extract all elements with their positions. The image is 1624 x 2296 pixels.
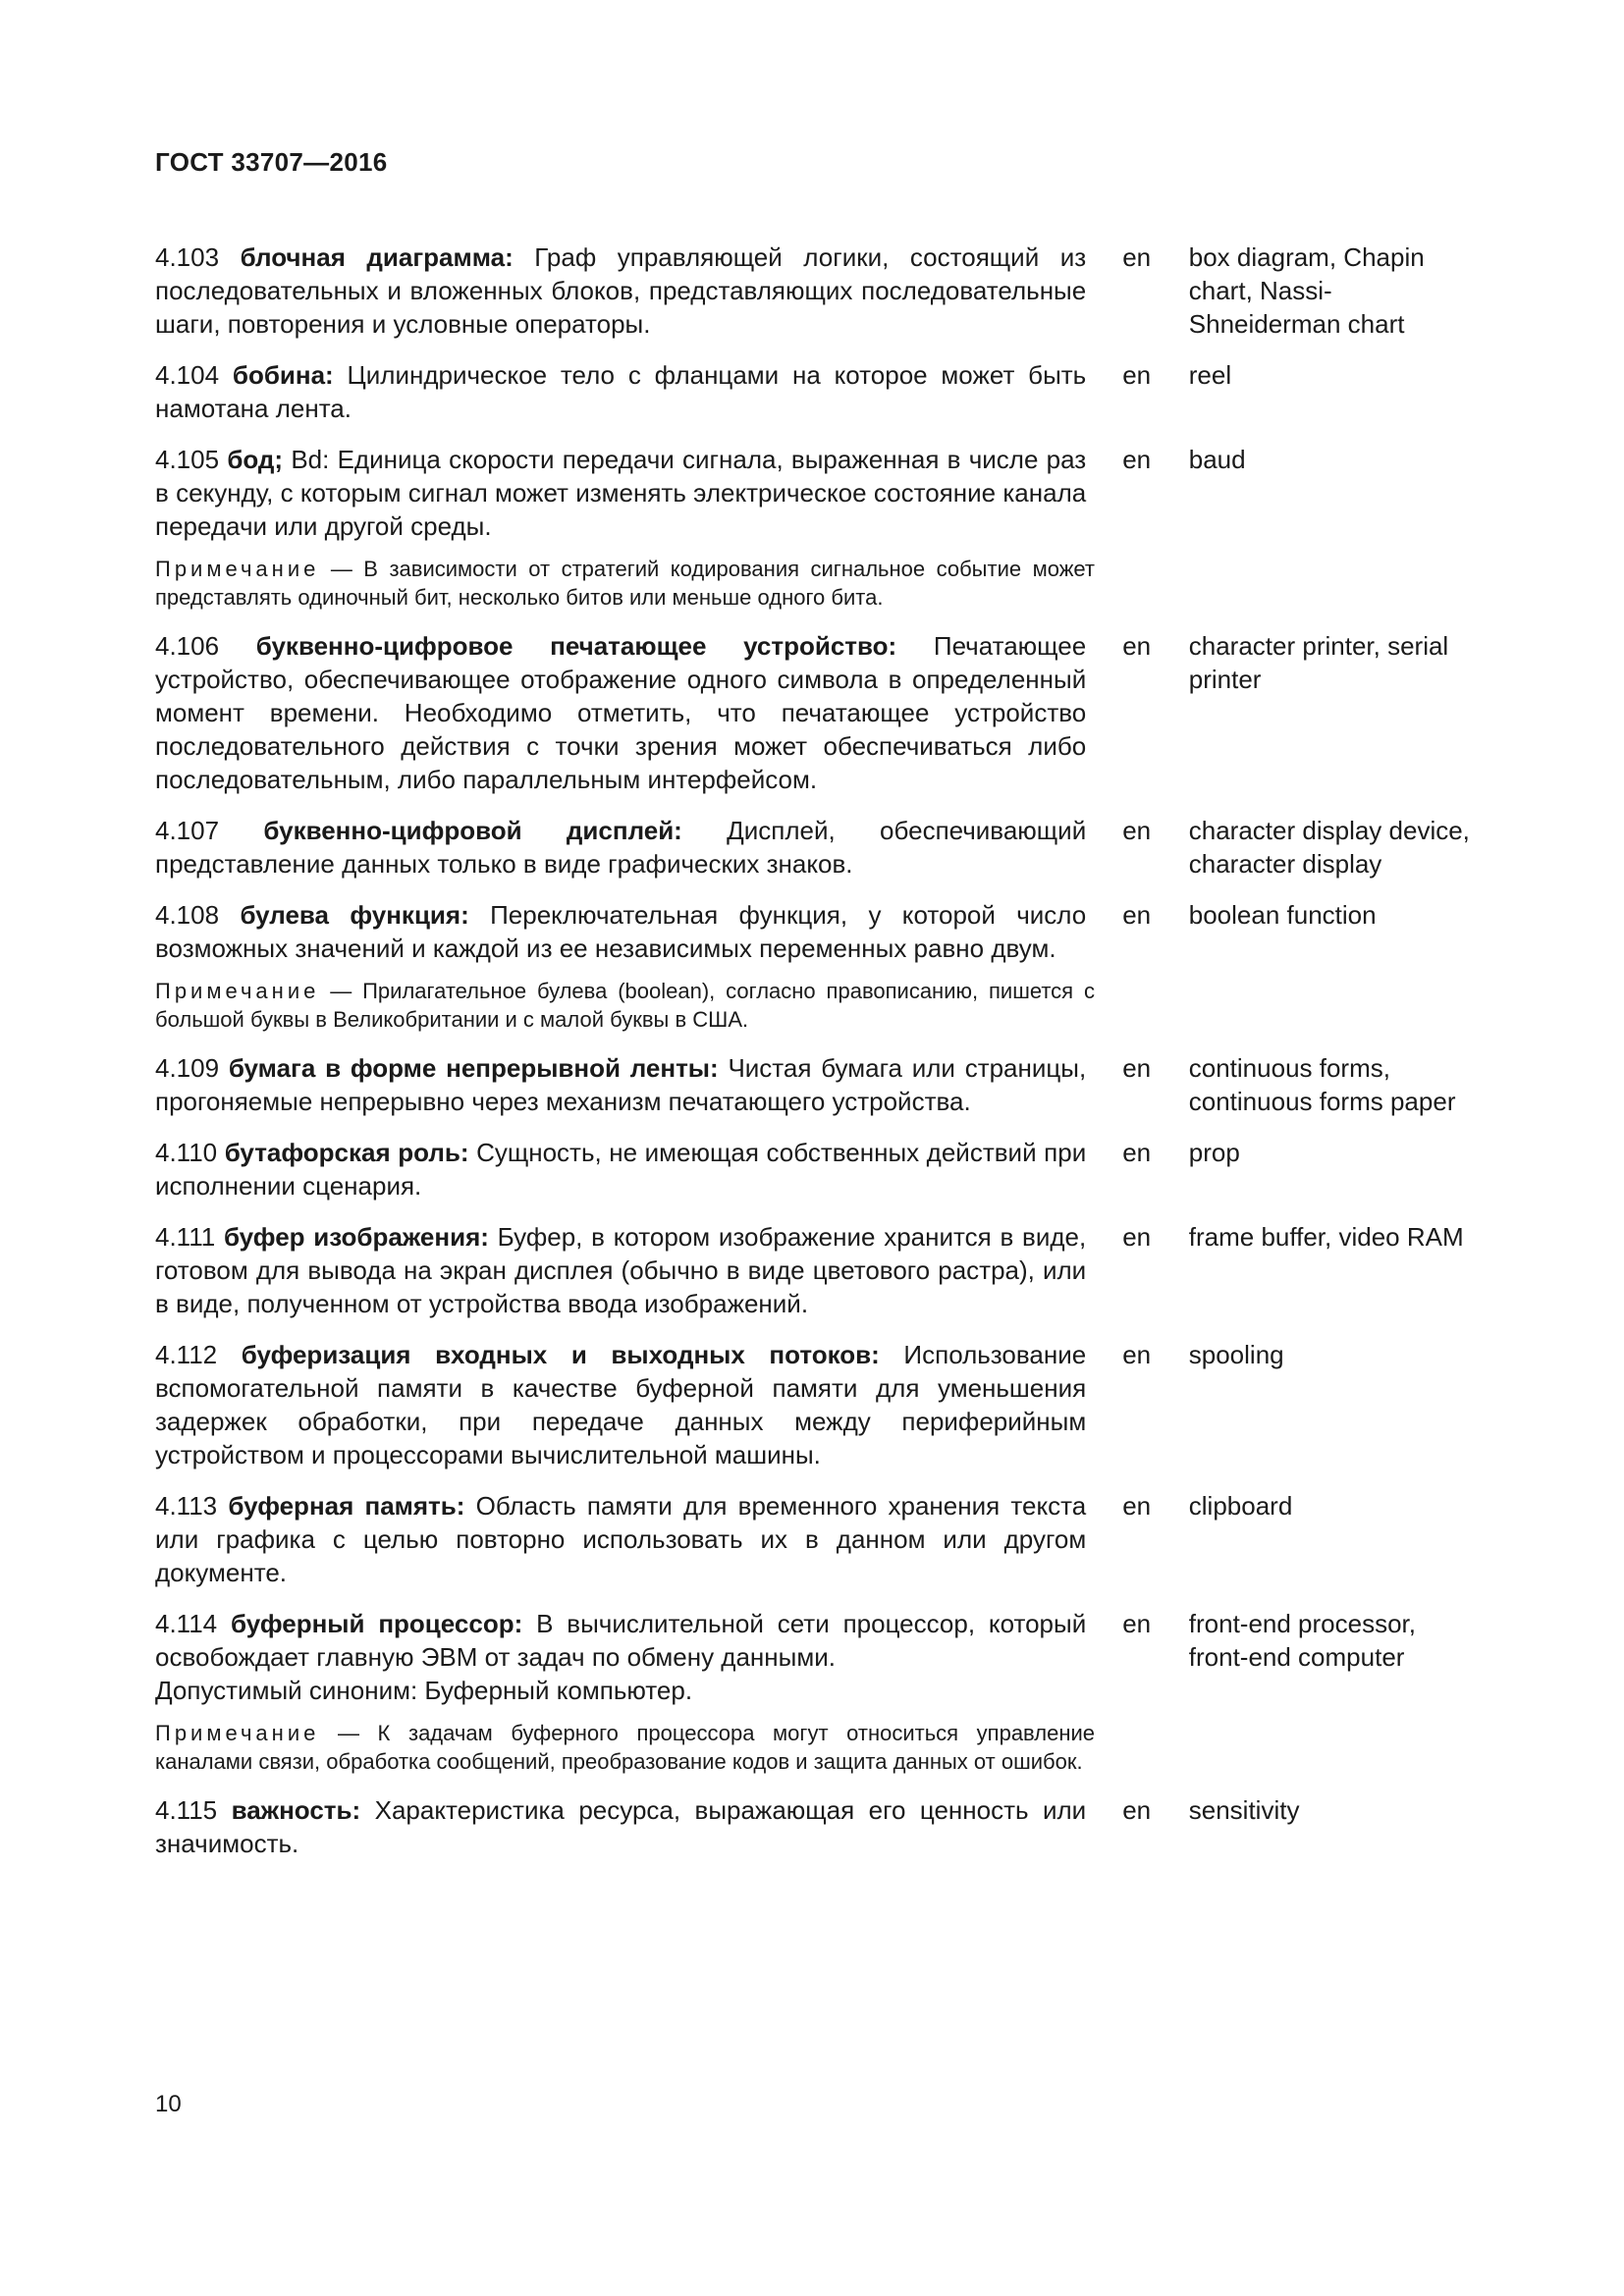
entry-definition-text: Буфер, в котором изображение хранится в виде, готовом для вывода на экран дисплея (обычно в виде цветового растра), или в виде, полученном от устройства ввода изображений. [155,1222,1087,1318]
entry-lang: en [1122,900,1152,930]
entry-lang: en [1122,360,1152,390]
entry-definition [155,358,1086,425]
entry-definition-text: Цилиндрическое тело с фланцами на которое может быть намотана лента. [155,360,1087,423]
entry-number: 4.115 [155,1795,218,1825]
note-label: Примечание [155,979,320,1003]
entry-number: 4.106 [155,631,220,661]
entry-english-term: spooling [1188,1340,1284,1369]
entry-english-term: frame buffer, video RAM [1188,1222,1464,1252]
entry-term: бумага в форме непрерывной ленты: [228,1053,719,1083]
entry-lang: en [1122,1138,1152,1167]
entry-definition-text: Характеристика ресурса, выражающая его ценность или значимость. [155,1795,1087,1858]
term-entry [155,1338,1481,1471]
entry-english-term: continuous forms, continuous forms paper [1188,1053,1456,1116]
term-entry [155,1136,1481,1202]
term-entry [155,814,1481,881]
entry-term: буфер изображения: [223,1222,489,1252]
note-text: — В зависимости от стратегий кодирования сигнальное событие может представлять одиночный бит, несколько битов или меньше одного бита. [155,557,1095,610]
entry-number: 4.112 [155,1340,218,1369]
entry-definition [155,898,1086,965]
entry-synonym: Допустимый синоним: Буферный компьютер. [155,1676,693,1705]
entry-english-term: sensitivity [1188,1795,1300,1825]
term-entry [155,443,1481,543]
term-entry [155,629,1481,796]
entry-definition-text: Переключательная функция, у которой число возможных значений и каждой из ее независимых переменных равно двум. [155,900,1087,963]
term-entry [155,1051,1481,1118]
entry-definition [155,1338,1086,1471]
entry-term: буквенно-цифровой дисплей: [263,816,682,845]
entry-lang: en [1122,242,1152,272]
entry-english-term: box diagram, Chapin chart, Nassi-Shneiderman chart [1188,242,1425,339]
entry-definition [155,1220,1086,1320]
entry-definition [155,443,1086,543]
note-label: Примечание [155,1721,320,1745]
entry-definition-text: Печатающее устройство, обеспечивающее отображение одного символа в определенный момент времени. Необходимо отметить, что печатающее устройство последовательного действия с точки зрения может обеспечиваться либо последовательным, либо параллельным интерфейсом. [155,631,1087,794]
entry-definition [155,240,1086,341]
entry-english-term: boolean function [1188,900,1377,930]
entry-definition [155,1489,1086,1589]
entry-number: 4.110 [155,1138,218,1167]
entry-lang: en [1122,1222,1152,1252]
entry-lang: en [1122,1795,1152,1825]
entry-number: 4.103 [155,242,220,272]
entry-definition-text: Область памяти для временного хранения текста или графика с целью повторно использовать их в данном или другом документе. [155,1491,1087,1587]
entry-definition-text: В вычислительной сети процессор, который освобождает главную ЭВМ от задач по обмену данными. [155,1609,1087,1672]
entry-definition [155,814,1086,881]
term-entry [155,1793,1481,1860]
entry-definition [155,1607,1086,1707]
entry-english-term: character display device, character display [1188,816,1470,879]
entry-number: 4.104 [155,360,220,390]
entry-lang: en [1122,1340,1152,1369]
entry-definition [155,1136,1086,1202]
entry-definition-text: Сущность, не имеющая собственных действий при исполнении сценария. [155,1138,1087,1201]
term-entry [155,1607,1481,1707]
entry-definition-text: Чистая бумага или страницы, прогоняемые непрерывно через механизм печатающего устройства. [155,1053,1087,1116]
document-header: ГОСТ 33707—2016 [155,147,388,177]
entry-number: 4.114 [155,1609,218,1638]
note-text: — Прилагательное булева (boolean), согласно правописанию, пишется с большой буквы в Великобритании и с малой буквы в США. [155,979,1095,1032]
entry-definition [155,1051,1086,1118]
entry-term: булева функция: [240,900,469,930]
entry-number: 4.109 [155,1053,220,1083]
entry-english-term: clipboard [1188,1491,1293,1521]
term-entry [155,898,1481,965]
entry-term: бод; [227,445,284,474]
entry-note [155,977,1095,1034]
entry-note [155,555,1095,612]
entry-english-term: baud [1188,445,1246,474]
entry-term: буквенно-цифровое печатающее устройство: [255,631,897,661]
term-entry [155,358,1481,425]
entry-definition [155,629,1086,796]
page-number: 10 [155,2091,182,2117]
entry-number: 4.105 [155,445,220,474]
entry-term: важность: [231,1795,361,1825]
entry-term: бобина: [232,360,334,390]
entry-term: буферизация входных и выходных потоков: [241,1340,880,1369]
entry-lang: en [1122,1609,1152,1638]
note-label: Примечание [155,557,320,581]
term-entry [155,1489,1481,1589]
entry-number: 4.107 [155,816,220,845]
term-entry [155,1220,1481,1320]
entry-definition [155,1793,1086,1860]
entry-term: бутафорская роль: [224,1138,469,1167]
entry-number: 4.113 [155,1491,218,1521]
entry-english-term: reel [1188,360,1232,390]
entry-number: 4.108 [155,900,220,930]
entry-definition-text: Дисплей, обеспечивающий представление данных только в виде графических знаков. [155,816,1087,879]
entry-term: буферный процессор: [231,1609,523,1638]
entry-lang: en [1122,1491,1152,1521]
term-entry [155,240,1481,341]
entry-note [155,1719,1095,1776]
entry-english-term: prop [1188,1138,1240,1167]
entry-lang: en [1122,631,1152,661]
note-text: — К задачам буферного процессора могут относиться управление каналами связи, обработка сообщений, преобразование кодов и защита данных от ошибок. [155,1721,1095,1774]
entry-lang: en [1122,816,1152,845]
entry-definition-text: Граф управляющей логики, состоящий из последовательных и вложенных блоков, представляющих последовательные шаги, повторения и условные операторы. [155,242,1087,339]
entry-number: 4.111 [155,1222,216,1252]
entry-definition-text: Использование вспомогательной памяти в качестве буферной памяти для уменьшения задержек обработки, при передаче данных между периферийным устройством и процессорами вычислительной машины. [155,1340,1087,1469]
entry-definition-text: Bd: Единица скорости передачи сигнала, выраженная в числе раз в секунду, с которым сигнал может изменять электрическое состояние канала передачи или другой среды. [155,445,1087,541]
entry-english-term: front-end processor, front-end computer [1188,1609,1416,1672]
entry-lang: en [1122,1053,1152,1083]
entry-lang: en [1122,445,1152,474]
entry-english-term: character printer, serial printer [1188,631,1449,694]
entry-term: блочная диаграмма: [240,242,514,272]
entry-term: буферная память: [228,1491,465,1521]
terms-list [155,240,1481,1878]
